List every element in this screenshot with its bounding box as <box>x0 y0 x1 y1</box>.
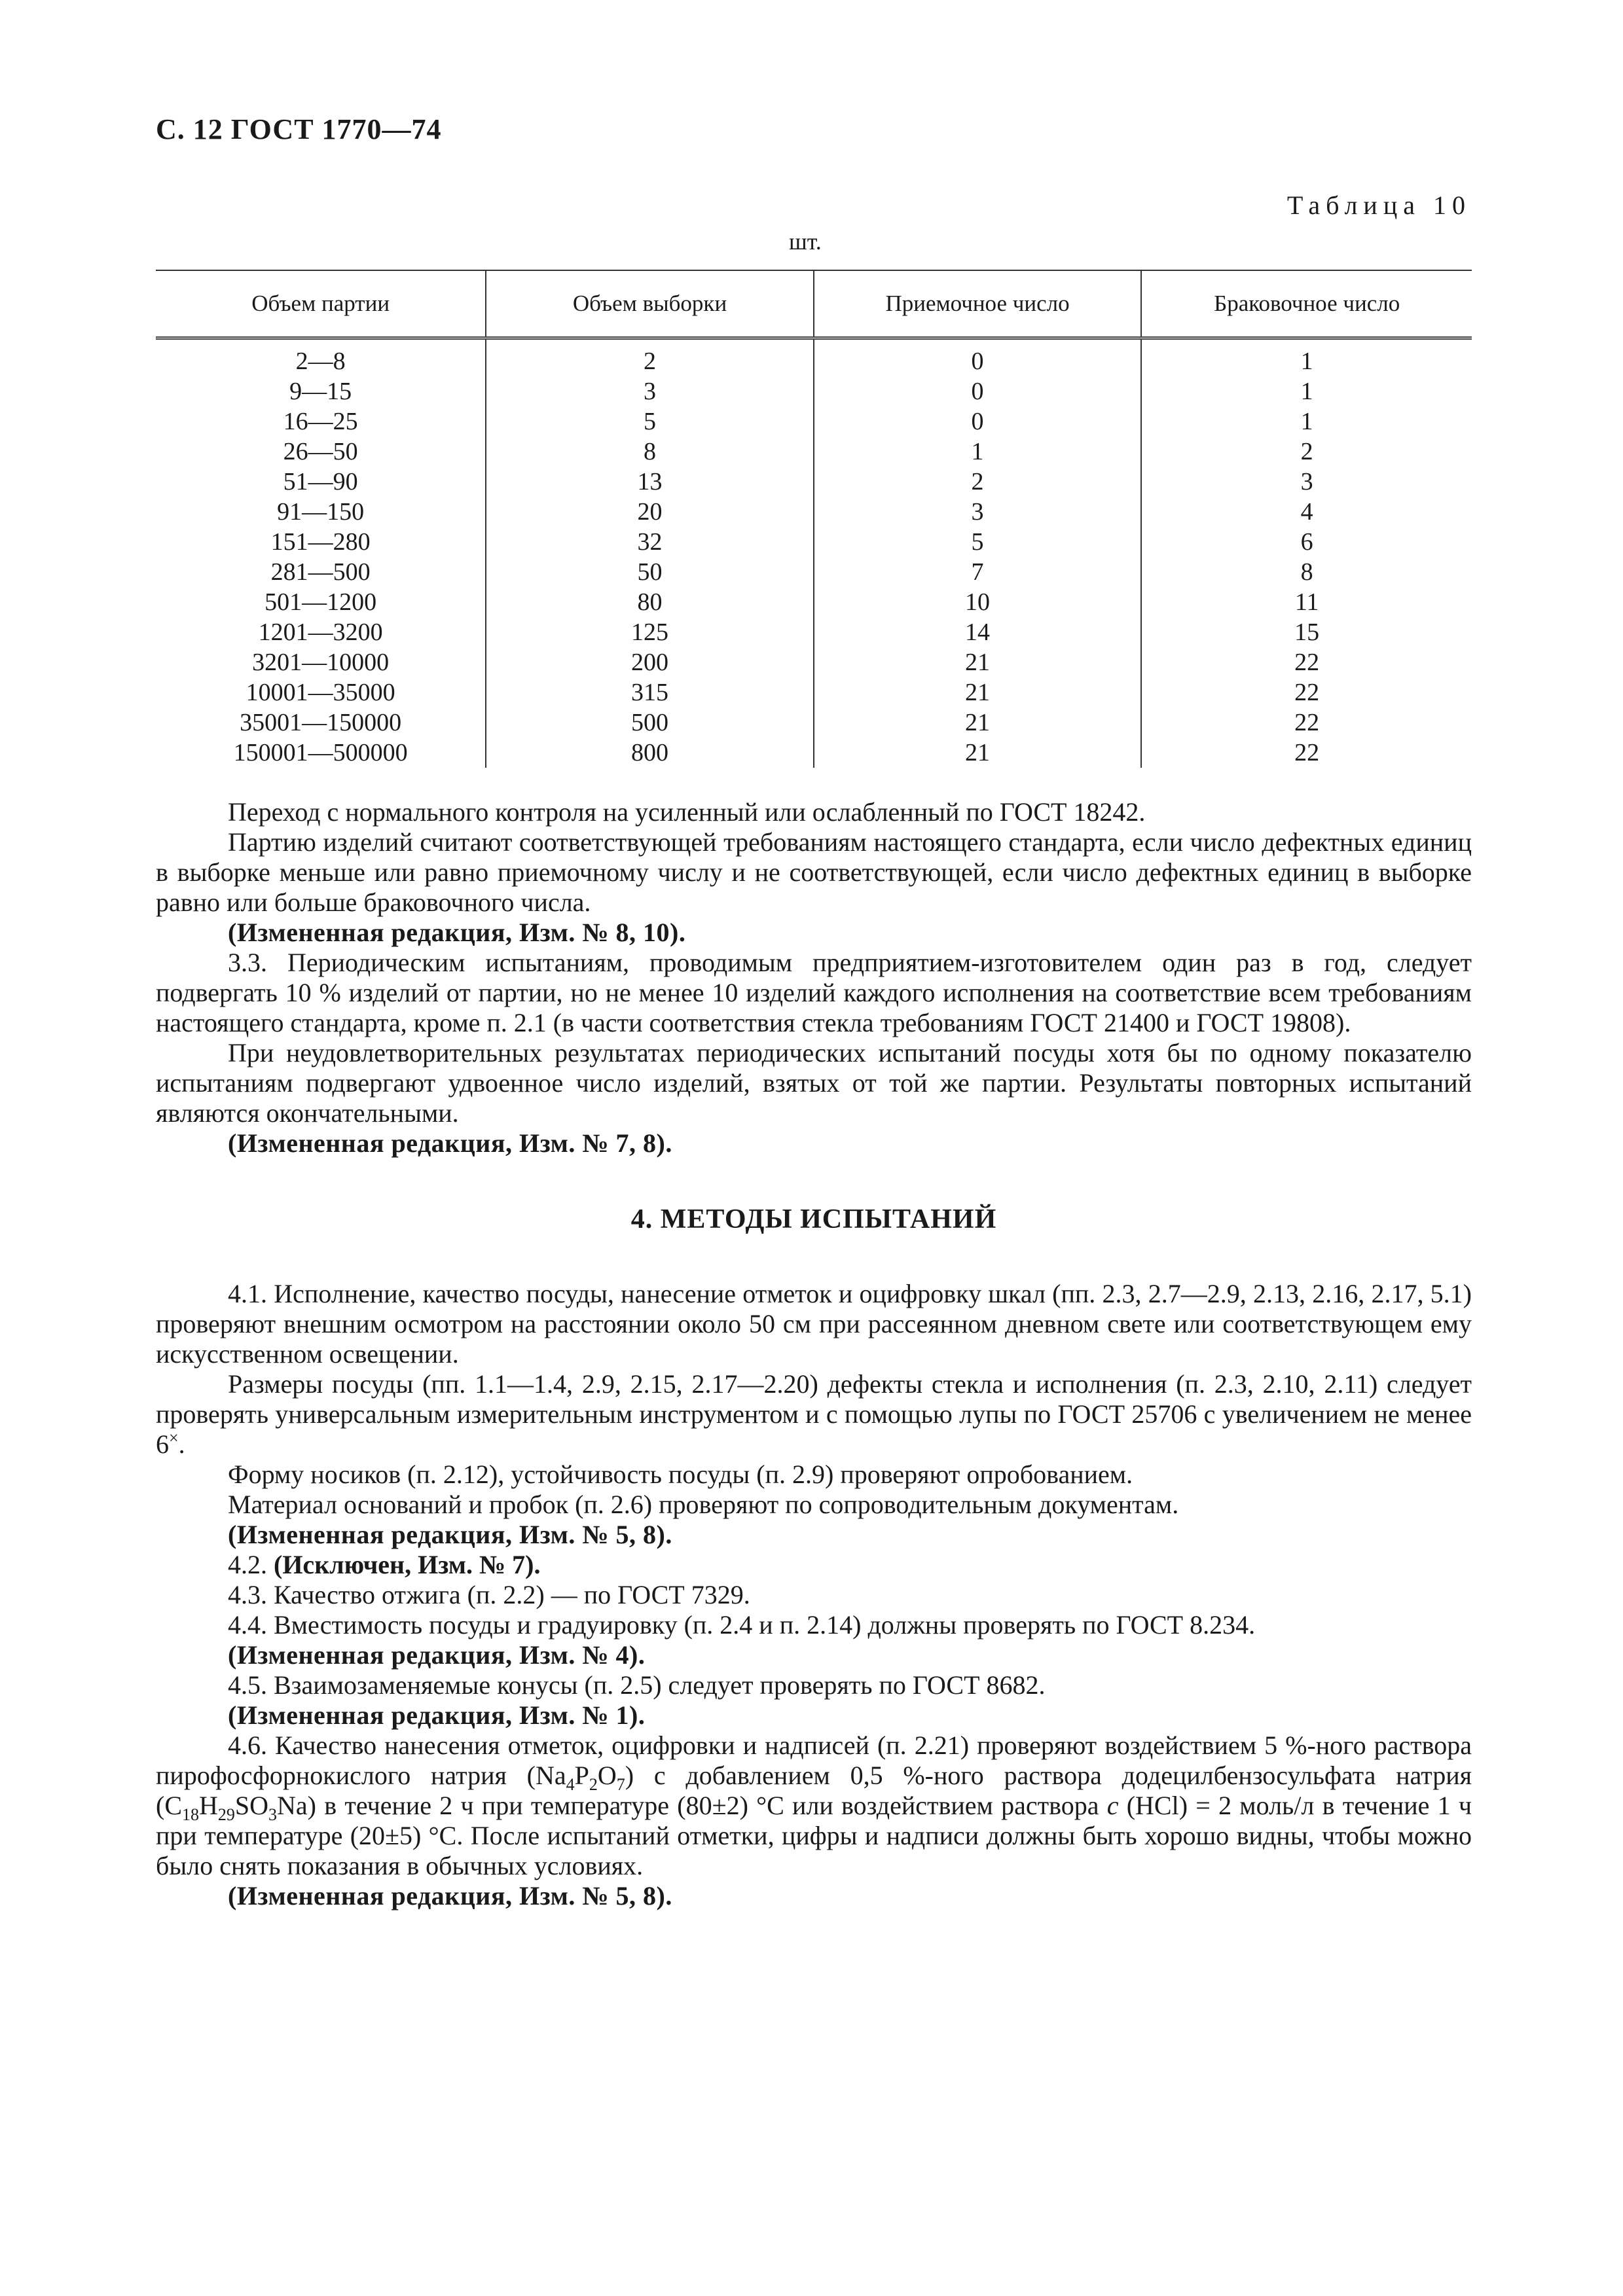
table-cell: 2 <box>1141 437 1472 467</box>
table-cell: 501—1200 <box>264 588 377 616</box>
table-row <box>156 557 1472 587</box>
table-cell: 10001—35000 <box>246 679 395 706</box>
table-cell: 10 <box>814 587 1142 617</box>
table-cell: 6 <box>1141 527 1472 557</box>
table-row <box>156 437 1472 467</box>
table-cell: 800 <box>486 738 813 768</box>
table-cell: 21 <box>814 708 1142 738</box>
table-cell: 0 <box>814 406 1142 437</box>
column-header-sample-size: Объем выборки <box>486 270 813 338</box>
table-row <box>156 467 1472 497</box>
table-cell: 26—50 <box>283 438 358 465</box>
table-cell: 4 <box>1141 497 1472 527</box>
column-header-rejection-number: Браковочное число <box>1141 270 1472 338</box>
table-row <box>156 406 1472 437</box>
table-cell: 3201—10000 <box>252 649 390 676</box>
paragraph-4-5: 4.5. Взаимозаменяемые конусы (п. 2.5) следует проверять по ГОСТ 8682. <box>228 1670 1046 1700</box>
table-cell: 20 <box>486 497 813 527</box>
table-cell: 200 <box>486 647 813 677</box>
table-row <box>156 617 1472 647</box>
sampling-table <box>156 270 1472 768</box>
column-header-lot-size: Объем партии <box>156 270 486 338</box>
table-cell: 15 <box>1141 617 1472 647</box>
paragraph-4-2: 4.2. (Исключен, Изм. № 7). <box>228 1550 541 1579</box>
table-row <box>156 587 1472 617</box>
table-cell: 2 <box>814 467 1142 497</box>
table-row <box>156 338 1472 377</box>
table-cell: 50 <box>486 557 813 587</box>
table-cell: 150001—500000 <box>233 739 408 766</box>
table-cell: 8 <box>486 437 813 467</box>
table-cell: 8 <box>1141 557 1472 587</box>
paragraph-materials: Материал оснований и пробок (п. 2.6) проверяют по сопроводительным документам. <box>228 1490 1179 1519</box>
table-cell: 21 <box>814 647 1142 677</box>
amendment-note: (Измененная редакция, Изм. № 4). <box>228 1640 646 1670</box>
amendment-note: (Измененная редакция, Изм. № 8, 10). <box>228 918 686 947</box>
paragraph-spouts: Форму носиков (п. 2.12), устойчивость посуды (п. 2.9) проверяют опробованием. <box>228 1460 1133 1489</box>
table-header-row <box>156 270 1472 338</box>
table-cell: 1 <box>1141 338 1472 377</box>
amendment-note: (Измененная редакция, Изм. № 5, 8). <box>228 1881 672 1910</box>
table-cell: 32 <box>486 527 813 557</box>
table-cell: 11 <box>1141 587 1472 617</box>
paragraph-3-3: 3.3. Периодическим испытаниям, проводимым предприятием-изготовителем один раз в год, следует подвергать 10 % изделий от партии, но не менее 10 изделий каждого исполнения на соответствие всем требованиям настоящего стандарта, кроме п. 2.1 (в части соответствия стекла требованиям ГОСТ 21400 и ГОСТ 19808). <box>156 948 1472 1037</box>
table-cell: 35001—150000 <box>240 709 402 736</box>
paragraph-lot-acceptance: Партию изделий считают соответствующей требованиям настоящего стандарта, если число дефектных единиц в выборке меньше или равно приемочному числу и не соответствующей, если число дефектных единиц в выборке равно или больше браковочного числа. <box>156 827 1472 917</box>
table-row <box>156 497 1472 527</box>
table-cell: 1 <box>1141 376 1472 406</box>
amendment-note: (Измененная редакция, Изм. № 7, 8). <box>228 1128 672 1158</box>
table-cell: 0 <box>814 376 1142 406</box>
paragraph-4-6: 4.6. Качество нанесения отметок, оцифровки и надписей (п. 2.21) проверяют воздействием 5 %-ного раствора пирофосфорнокислого натрия $(Na_4P_2O_7)$ с добавлением 0,5 %-ного раствора додецилбензосульфата натрия $(C_{18}H_{29}SO_3Na)$ в течение 2 ч при температуре (80±2) °С или воздействием раствора с (HCl) = 2 моль/л в течение 1 ч при температуре (20±5) °С. После испытаний отметки, цифры и надписи должны быть хорошо видны, чтобы можно было снять показания в обычных условиях. <box>156 1731 1472 1880</box>
table-cell: 2—8 <box>295 348 346 375</box>
table-cell: 3 <box>814 497 1142 527</box>
table-cell: 21 <box>814 738 1142 768</box>
table-cell: 500 <box>486 708 813 738</box>
table-row <box>156 647 1472 677</box>
table-cell: 22 <box>1141 738 1472 768</box>
table-row <box>156 376 1472 406</box>
page-header: С. 12 ГОСТ 1770—74 <box>156 113 442 145</box>
table-row <box>156 527 1472 557</box>
table-cell: 22 <box>1141 677 1472 708</box>
amendment-note: (Измененная редакция, Изм. № 5, 8). <box>228 1520 672 1549</box>
table-cell: 281—500 <box>270 558 371 586</box>
table-cell: 9—15 <box>289 378 352 405</box>
table-cell: 5 <box>814 527 1142 557</box>
paragraph-control-transition: Переход с нормального контроля на усиленный или ослабленный по ГОСТ 18242. <box>228 797 1146 827</box>
table-row <box>156 677 1472 708</box>
paragraph-4-4: 4.4. Вместимость посуды и градуировку (п. 2.4 и п. 2.14) должны проверять по ГОСТ 8.234. <box>228 1610 1256 1640</box>
table-cell: 16—25 <box>283 408 358 435</box>
paragraph-4-1: 4.1. Исполнение, качество посуды, нанесение отметок и оцифровку шкал (пп. 2.3, 2.7—2.9, 2.13, 2.16, 2.17, 5.1) проверяют внешним осмотром на расстоянии около 50 см при рассеянном дневном свете или соответствующем ему искусственном освещении. <box>156 1279 1472 1369</box>
table-cell: 80 <box>486 587 813 617</box>
table-cell: 13 <box>486 467 813 497</box>
table-body <box>156 338 1472 768</box>
table-cell: 22 <box>1141 647 1472 677</box>
table-cell: 7 <box>814 557 1142 587</box>
table-cell: 22 <box>1141 708 1472 738</box>
table-cell: 1 <box>814 437 1142 467</box>
table-cell: 2 <box>486 338 813 377</box>
section-title: 4. МЕТОДЫ ИСПЫТАНИЙ <box>630 1204 997 1234</box>
amendment-note: (Измененная редакция, Изм. № 1). <box>228 1700 646 1730</box>
table-cell: 21 <box>814 677 1142 708</box>
table-row <box>156 738 1472 768</box>
table-cell: 151—280 <box>270 528 371 556</box>
table-cell: 3 <box>1141 467 1472 497</box>
table-caption: Таблица 10 <box>1286 190 1471 220</box>
paragraph-retest: При неудовлетворительных результатах периодических испытаний посуды хотя бы по одному показателю испытаниям подвергают удвоенное число изделий, взятых от той же партии. Результаты повторных испытаний являются окончательными. <box>156 1038 1472 1128</box>
paragraph-dimensions: Размеры посуды (пп. 1.1—1.4, 2.9, 2.15, 2.17—2.20) дефекты стекла и исполнения (п. 2.3, 2.10, 2.11) следует проверять универсальным измерительным инструментом и с помощью лупы по ГОСТ 25706 с увеличением не менее 6×. <box>156 1369 1472 1459</box>
table-cell: 125 <box>486 617 813 647</box>
table-cell: 1201—3200 <box>258 619 383 646</box>
paragraph-4-3: 4.3. Качество отжига (п. 2.2) — по ГОСТ 7329. <box>228 1580 750 1609</box>
table-row <box>156 708 1472 738</box>
body-text <box>156 797 1472 1911</box>
table-cell: 51—90 <box>283 468 358 495</box>
column-header-acceptance-number: Приемочное число <box>814 270 1142 338</box>
table-cell: 3 <box>486 376 813 406</box>
table-cell: 14 <box>814 617 1142 647</box>
table-cell: 91—150 <box>277 498 365 526</box>
table-unit: шт. <box>789 228 822 255</box>
table-cell: 0 <box>814 338 1142 377</box>
table-cell: 5 <box>486 406 813 437</box>
table-cell: 1 <box>1141 406 1472 437</box>
table-cell: 315 <box>486 677 813 708</box>
